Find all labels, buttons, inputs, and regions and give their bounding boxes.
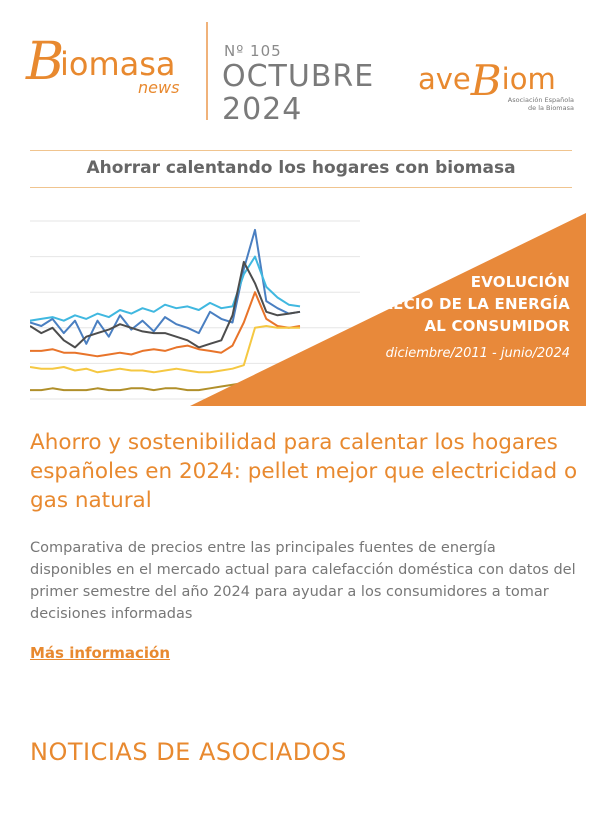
section-rule-top bbox=[30, 150, 572, 151]
banner-text bbox=[332, 271, 570, 365]
brand-b: B bbox=[470, 56, 502, 105]
logo-news: news bbox=[138, 78, 180, 97]
brand-prefix: ave bbox=[418, 62, 471, 96]
issue-month: OCTUBRE bbox=[222, 59, 375, 94]
more-info-link[interactable]: Más información bbox=[30, 644, 171, 662]
chart-series-line-2 bbox=[30, 257, 300, 321]
chart-lines bbox=[30, 230, 300, 390]
banner-date-range: diciembre/2011 - junio/2024 bbox=[385, 346, 570, 361]
header-divider bbox=[206, 22, 208, 120]
article-headline[interactable]: Ahorro y sostenibilidad para calentar los hogares españoles en 2024: pellet mejor que electricidad o gas natural bbox=[30, 430, 578, 513]
biomasa-news-logo[interactable] bbox=[26, 32, 201, 102]
banner-line-1: EVOLUCIÓN bbox=[470, 273, 570, 291]
logo-b-glyph: B bbox=[26, 32, 65, 92]
newsletter-header bbox=[0, 0, 600, 140]
brand-suffix: iom bbox=[501, 62, 556, 96]
banner-line-3: AL CONSUMIDOR bbox=[424, 317, 570, 335]
avebiom-tagline bbox=[494, 96, 574, 112]
issue-number: Nº 105 bbox=[224, 42, 282, 60]
energy-price-banner[interactable] bbox=[30, 213, 586, 406]
tagline-line1: Asociación Española bbox=[507, 96, 574, 104]
logo-word: iomasa bbox=[60, 45, 176, 83]
issue-year: 2024 bbox=[222, 92, 303, 127]
section-title: Ahorrar calentando los hogares con biomasa bbox=[86, 158, 516, 178]
tagline-line2: de la Biomasa bbox=[528, 104, 574, 112]
article-summary: Comparativa de precios entre las principales fuentes de energía disponibles en el mercado actual para calefacción doméstica con datos del primer semestre del año 2024 para ayudar a los consumidores a tomar decisiones informadas bbox=[30, 540, 576, 622]
avebiom-logo[interactable] bbox=[418, 54, 578, 124]
associates-news-title: NOTICIAS DE ASOCIADOS bbox=[30, 738, 347, 766]
banner-line-2: DEL PRECIO DE LA ENERGÍA bbox=[331, 295, 570, 313]
section-rule-bottom bbox=[30, 187, 572, 188]
